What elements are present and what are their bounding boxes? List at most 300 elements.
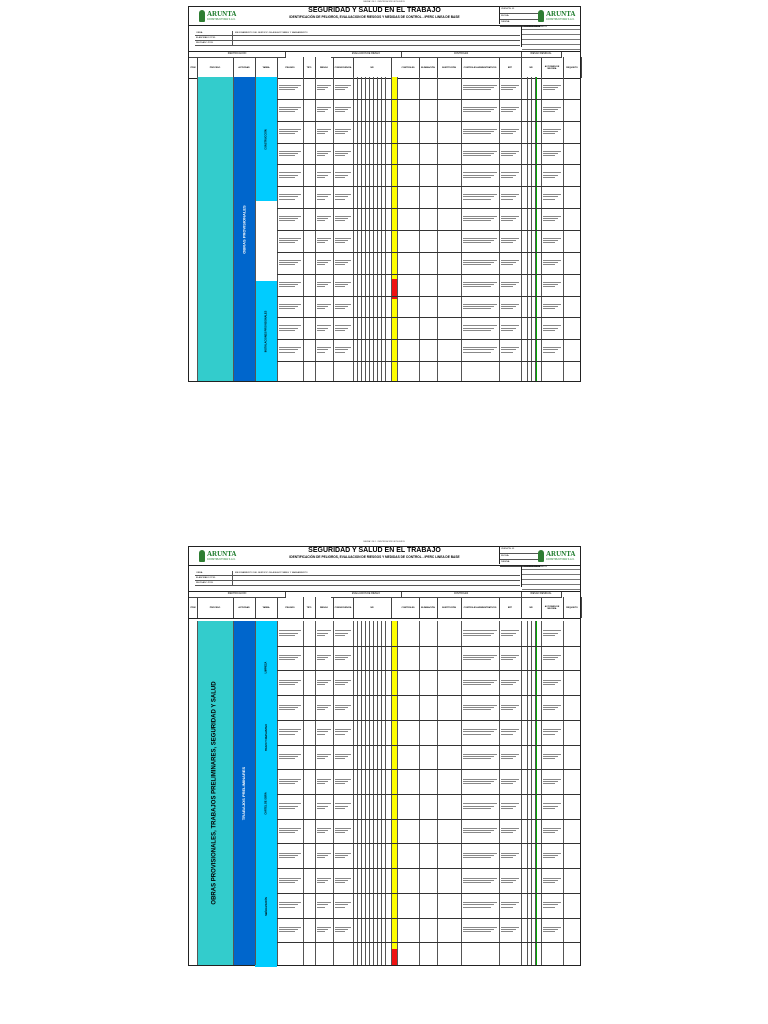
column-divider xyxy=(353,77,354,381)
cell-text-placeholder xyxy=(501,828,519,829)
cell-text-placeholder xyxy=(317,655,331,656)
cell-text-placeholder xyxy=(501,347,519,348)
cell-text-placeholder xyxy=(317,902,331,903)
cell-text-placeholder xyxy=(543,878,561,879)
cell-text-placeholder xyxy=(463,659,491,660)
cell-text-placeholder xyxy=(335,155,345,156)
cell-text-placeholder xyxy=(279,907,295,908)
column-divider xyxy=(255,621,256,965)
cell-text-placeholder xyxy=(317,107,331,108)
cell-text-placeholder xyxy=(279,304,301,305)
cell-text-placeholder xyxy=(501,931,513,932)
column-divider xyxy=(563,621,564,965)
cell-text-placeholder xyxy=(501,260,519,261)
cell-text-placeholder xyxy=(543,240,558,241)
column-divider xyxy=(521,77,522,381)
cell-text-placeholder xyxy=(335,853,351,854)
cell-text-placeholder xyxy=(335,109,348,110)
cell-text-placeholder xyxy=(279,260,301,261)
cell-text-placeholder xyxy=(543,155,555,156)
cell-text-placeholder xyxy=(317,657,328,658)
cell-text-placeholder xyxy=(543,177,555,178)
row-divider xyxy=(277,918,580,919)
cell-text-placeholder xyxy=(279,828,301,829)
column-divider xyxy=(381,77,382,381)
cell-text-placeholder xyxy=(463,107,497,108)
cell-text-placeholder xyxy=(279,308,295,309)
cell-text-placeholder xyxy=(317,705,331,706)
cell-text-placeholder xyxy=(335,352,345,353)
cell-text-placeholder xyxy=(501,199,513,200)
cell-text-placeholder xyxy=(543,87,558,88)
cell-text-placeholder xyxy=(317,853,331,854)
column-header: IDENTIFICACIÓN EVALUACIÓN DE RIESGO CONTROLES RIESGO RESIDUAL ITEM PROCESO ACTIVIDAD TAREA PELIGRO TIPO RIESGO CONSECUENCIA NR CONTROLES ELIMINACIÓN SUSTITUCIÓN CONTROLES ADMINISTRATIVOS EPP NR ACCIONES DE MEJORA REQUISITO xyxy=(189,51,580,79)
cell-text-placeholder xyxy=(501,902,519,903)
cell-text-placeholder xyxy=(501,238,519,239)
cell-text-placeholder xyxy=(543,828,561,829)
cell-text-placeholder xyxy=(501,218,516,219)
cell-text-placeholder xyxy=(335,153,348,154)
cell-text-placeholder xyxy=(501,783,513,784)
cell-text-placeholder xyxy=(279,133,295,134)
cell-text-placeholder xyxy=(543,731,558,732)
cell-text-placeholder xyxy=(317,286,325,287)
cell-text-placeholder xyxy=(279,218,298,219)
cell-text-placeholder xyxy=(279,927,301,928)
cell-text-placeholder xyxy=(543,709,555,710)
info-row: OBRA: MEJORAMIENTO DEL SERVICIO DE AGUA POTABLE Y SANEAMIENTO xyxy=(195,571,520,576)
cell-text-placeholder xyxy=(543,927,561,928)
cell-text-placeholder xyxy=(335,731,348,732)
process-column: OBRAS PROVISIONALES, TRABAJOS PRELIMINARES, SEGURIDAD Y SALUD xyxy=(197,621,233,965)
cell-text-placeholder xyxy=(279,220,295,221)
cell-text-placeholder xyxy=(463,330,491,331)
task-block: LIMPIEZA xyxy=(255,621,277,713)
tree-icon xyxy=(538,550,544,562)
cell-text-placeholder xyxy=(543,264,555,265)
cell-text-placeholder xyxy=(335,177,345,178)
cell-text-placeholder xyxy=(543,633,558,634)
cell-text-placeholder xyxy=(317,349,328,350)
cell-text-placeholder xyxy=(335,904,348,905)
cell-text-placeholder xyxy=(317,177,325,178)
cell-text-placeholder xyxy=(335,330,345,331)
cell-text-placeholder xyxy=(463,630,497,631)
cell-text-placeholder xyxy=(543,216,561,217)
cell-text-placeholder xyxy=(317,680,331,681)
cell-text-placeholder xyxy=(335,347,351,348)
cell-text-placeholder xyxy=(335,655,351,656)
column-divider xyxy=(531,77,532,381)
cell-text-placeholder xyxy=(543,286,555,287)
column-divider xyxy=(333,621,334,965)
cell-text-placeholder xyxy=(543,282,561,283)
cell-text-placeholder xyxy=(335,880,348,881)
table-body xyxy=(189,621,580,965)
cell-text-placeholder xyxy=(317,659,325,660)
cell-text-placeholder xyxy=(501,328,516,329)
cell-text-placeholder xyxy=(279,87,298,88)
cell-text-placeholder xyxy=(501,781,516,782)
cell-text-placeholder xyxy=(463,325,497,326)
row-divider xyxy=(277,296,580,297)
cell-text-placeholder xyxy=(463,707,494,708)
cell-text-placeholder xyxy=(501,262,516,263)
cell-text-placeholder xyxy=(463,194,497,195)
activity-column: TRABAJOS PRELIMINARES xyxy=(233,621,255,965)
cell-text-placeholder xyxy=(335,729,351,730)
table-body xyxy=(189,77,580,381)
cell-text-placeholder xyxy=(279,803,301,804)
cell-text-placeholder xyxy=(463,684,491,685)
cell-text-placeholder xyxy=(317,758,325,759)
cell-text-placeholder xyxy=(463,878,497,879)
row-divider xyxy=(277,942,580,943)
row-divider xyxy=(277,794,580,795)
cell-text-placeholder xyxy=(543,680,561,681)
cell-text-placeholder xyxy=(279,758,295,759)
cell-text-placeholder xyxy=(279,781,298,782)
cell-text-placeholder xyxy=(501,286,513,287)
cell-text-placeholder xyxy=(279,882,295,883)
document-title: SEGURIDAD Y SALUD EN EL TRABAJO xyxy=(308,7,441,14)
column-divider xyxy=(357,621,358,965)
cell-text-placeholder xyxy=(543,832,555,833)
cell-text-placeholder xyxy=(501,155,513,156)
cell-text-placeholder xyxy=(463,929,494,930)
cell-text-placeholder xyxy=(317,89,325,90)
cell-text-placeholder xyxy=(279,853,301,854)
cell-text-placeholder xyxy=(501,808,513,809)
cell-text-placeholder xyxy=(463,308,491,309)
cell-text-placeholder xyxy=(543,635,555,636)
task-block: TRAZO Y REPLANTEO xyxy=(255,713,277,761)
cell-text-placeholder xyxy=(463,731,494,732)
cell-text-placeholder xyxy=(335,907,345,908)
cell-text-placeholder xyxy=(335,781,348,782)
cell-text-placeholder xyxy=(463,153,494,154)
cell-text-placeholder xyxy=(501,758,513,759)
cell-text-placeholder xyxy=(317,756,328,757)
cell-text-placeholder xyxy=(335,199,345,200)
cell-text-placeholder xyxy=(463,853,497,854)
page-note: PÁGINA 1 DE 1 · IDENTIFICACIÓN DE PELIGROS xyxy=(363,541,405,543)
cell-text-placeholder xyxy=(463,240,494,241)
cell-text-placeholder xyxy=(279,709,295,710)
cell-text-placeholder xyxy=(317,754,331,755)
cell-text-placeholder xyxy=(543,657,558,658)
cell-text-placeholder xyxy=(543,882,555,883)
cell-text-placeholder xyxy=(463,151,497,152)
cell-text-placeholder xyxy=(279,328,298,329)
cell-text-placeholder xyxy=(463,806,494,807)
row-divider xyxy=(277,317,580,318)
cell-text-placeholder xyxy=(317,927,331,928)
cell-text-placeholder xyxy=(543,756,558,757)
column-divider xyxy=(527,621,528,965)
cell-text-placeholder xyxy=(463,734,491,735)
cell-text-placeholder xyxy=(317,196,328,197)
cell-text-placeholder xyxy=(317,857,325,858)
column-divider xyxy=(461,621,462,965)
cell-text-placeholder xyxy=(335,242,345,243)
cell-text-placeholder xyxy=(317,308,325,309)
cell-text-placeholder xyxy=(501,220,513,221)
cell-text-placeholder xyxy=(463,904,494,905)
sheet-header xyxy=(189,547,580,566)
cell-text-placeholder xyxy=(463,286,491,287)
cell-text-placeholder xyxy=(317,133,325,134)
cell-text-placeholder xyxy=(317,352,325,353)
cell-text-placeholder xyxy=(317,240,328,241)
cell-text-placeholder xyxy=(279,659,295,660)
cell-text-placeholder xyxy=(463,131,494,132)
cell-text-placeholder xyxy=(335,657,348,658)
cell-text-placeholder xyxy=(543,352,555,353)
cell-text-placeholder xyxy=(335,196,348,197)
cell-text-placeholder xyxy=(543,238,561,239)
cell-text-placeholder xyxy=(463,655,497,656)
cell-text-placeholder xyxy=(463,89,491,90)
cell-text-placeholder xyxy=(463,657,494,658)
cell-text-placeholder xyxy=(335,855,348,856)
cell-text-placeholder xyxy=(279,635,295,636)
task-block xyxy=(255,201,277,281)
cell-text-placeholder xyxy=(317,260,331,261)
cell-text-placeholder xyxy=(335,220,345,221)
cell-text-placeholder xyxy=(463,264,491,265)
cell-text-placeholder xyxy=(279,684,295,685)
document-subtitle: IDENTIFICACIÓN DE PELIGROS, EVALUACION DE RIESGOS Y MEDIDAS DE CONTROL - IPERC LINEA DE BASE xyxy=(289,555,460,559)
cell-text-placeholder xyxy=(317,238,331,239)
cell-text-placeholder xyxy=(543,907,555,908)
cell-text-placeholder xyxy=(279,754,301,755)
cell-text-placeholder xyxy=(317,878,331,879)
cell-text-placeholder xyxy=(317,904,328,905)
info-row: OBRA: MEJORAMIENTO DEL SERVICIO DE AGUA POTABLE Y SANEAMIENTO xyxy=(195,31,520,36)
column-divider xyxy=(373,77,374,381)
cell-text-placeholder xyxy=(543,308,555,309)
column-divider xyxy=(391,77,392,381)
cell-text-placeholder xyxy=(279,286,295,287)
cell-text-placeholder xyxy=(317,325,331,326)
cell-text-placeholder xyxy=(335,240,348,241)
cell-text-placeholder xyxy=(463,282,497,283)
cell-text-placeholder xyxy=(463,783,491,784)
cell-text-placeholder xyxy=(279,216,301,217)
column-divider xyxy=(255,77,256,381)
cell-text-placeholder xyxy=(463,808,491,809)
cell-text-placeholder xyxy=(501,107,519,108)
column-divider xyxy=(397,621,398,965)
column-divider xyxy=(527,77,528,381)
cell-text-placeholder xyxy=(543,262,558,263)
cell-text-placeholder xyxy=(317,109,328,110)
column-divider xyxy=(361,621,362,965)
cell-text-placeholder xyxy=(501,729,519,730)
column-divider xyxy=(397,77,398,381)
cell-text-placeholder xyxy=(501,151,519,152)
column-divider xyxy=(333,77,334,381)
iperc-sheet-1 xyxy=(188,6,581,382)
cell-text-placeholder xyxy=(543,172,561,173)
cell-text-placeholder xyxy=(279,633,298,634)
cell-text-placeholder xyxy=(335,304,351,305)
cell-text-placeholder xyxy=(463,111,491,112)
cell-text-placeholder xyxy=(279,756,298,757)
cell-text-placeholder xyxy=(317,633,328,634)
cell-text-placeholder xyxy=(279,325,301,326)
cell-text-placeholder xyxy=(317,929,328,930)
cell-text-placeholder xyxy=(501,855,516,856)
cell-text-placeholder xyxy=(317,729,331,730)
cell-text-placeholder xyxy=(463,682,494,683)
cell-text-placeholder xyxy=(317,175,328,176)
cell-text-placeholder xyxy=(279,929,298,930)
cell-text-placeholder xyxy=(335,85,351,86)
document-title: SEGURIDAD Y SALUD EN EL TRABAJO xyxy=(308,547,441,554)
cell-text-placeholder xyxy=(279,284,298,285)
cell-text-placeholder xyxy=(279,153,298,154)
cell-text-placeholder xyxy=(335,218,348,219)
row-divider xyxy=(277,893,580,894)
cell-text-placeholder xyxy=(463,155,491,156)
cell-text-placeholder xyxy=(463,828,497,829)
revision-box: CONTROL DE CAMBIOS xyxy=(521,565,580,587)
cell-text-placeholder xyxy=(501,880,516,881)
cell-text-placeholder xyxy=(543,855,558,856)
cell-text-placeholder xyxy=(463,758,491,759)
cell-text-placeholder xyxy=(317,282,331,283)
cell-text-placeholder xyxy=(279,111,295,112)
cell-text-placeholder xyxy=(279,655,301,656)
cell-text-placeholder xyxy=(501,878,519,879)
column-divider xyxy=(535,77,536,381)
cell-text-placeholder xyxy=(543,328,558,329)
cell-text-placeholder xyxy=(463,680,497,681)
task-block: CONSTRUCCIÓN xyxy=(255,77,277,201)
cell-text-placeholder xyxy=(317,155,325,156)
cell-text-placeholder xyxy=(317,806,328,807)
cell-text-placeholder xyxy=(463,199,491,200)
cell-text-placeholder xyxy=(501,352,513,353)
cell-text-placeholder xyxy=(463,352,491,353)
cell-text-placeholder xyxy=(543,684,555,685)
company-logo-right: ARUNTA CONSTRUCTORA S.A.C. xyxy=(538,548,578,563)
cell-text-placeholder xyxy=(317,218,328,219)
cell-text-placeholder xyxy=(543,783,555,784)
cell-text-placeholder xyxy=(463,177,491,178)
cell-text-placeholder xyxy=(279,682,298,683)
cell-text-placeholder xyxy=(463,220,491,221)
cell-text-placeholder xyxy=(543,218,558,219)
cell-text-placeholder xyxy=(501,756,516,757)
cell-text-placeholder xyxy=(335,734,345,735)
column-divider xyxy=(377,77,378,381)
cell-text-placeholder xyxy=(335,325,351,326)
column-divider xyxy=(499,77,500,381)
cell-text-placeholder xyxy=(463,349,494,350)
cell-text-placeholder xyxy=(279,242,295,243)
cell-text-placeholder xyxy=(543,260,561,261)
cell-text-placeholder xyxy=(501,707,516,708)
cell-text-placeholder xyxy=(501,857,513,858)
row-divider xyxy=(277,186,580,187)
cell-text-placeholder xyxy=(335,779,351,780)
info-row: REVISADO POR: xyxy=(195,41,520,46)
cell-text-placeholder xyxy=(501,240,516,241)
cell-text-placeholder xyxy=(335,707,348,708)
cell-text-placeholder xyxy=(279,155,295,156)
cell-text-placeholder xyxy=(279,349,298,350)
task-block: SEÑALIZACIÓN xyxy=(255,845,277,967)
sheet-header xyxy=(189,7,580,26)
cell-text-placeholder xyxy=(463,832,491,833)
cell-text-placeholder xyxy=(501,830,516,831)
cell-text-placeholder xyxy=(543,133,555,134)
meta-box: VERSIÓN: 01 FECHA: PÁGINA: xyxy=(499,7,540,24)
column-divider xyxy=(385,77,386,381)
cell-text-placeholder xyxy=(335,806,348,807)
cell-text-placeholder xyxy=(501,682,516,683)
cell-text-placeholder xyxy=(279,779,301,780)
cell-text-placeholder xyxy=(317,87,328,88)
cell-text-placeholder xyxy=(501,282,519,283)
cell-text-placeholder xyxy=(317,199,325,200)
cell-text-placeholder xyxy=(335,260,351,261)
cell-text-placeholder xyxy=(317,85,331,86)
cell-text-placeholder xyxy=(317,684,325,685)
cell-text-placeholder xyxy=(279,264,295,265)
cell-text-placeholder xyxy=(543,131,558,132)
cell-text-placeholder xyxy=(335,216,351,217)
cell-text-placeholder xyxy=(279,880,298,881)
row-divider xyxy=(277,868,580,869)
cell-text-placeholder xyxy=(317,153,328,154)
cell-text-placeholder xyxy=(543,304,561,305)
cell-text-placeholder xyxy=(543,85,561,86)
cell-text-placeholder xyxy=(501,803,519,804)
cell-text-placeholder xyxy=(543,902,561,903)
cell-text-placeholder xyxy=(501,731,516,732)
column-divider xyxy=(541,77,542,381)
cell-text-placeholder xyxy=(335,107,351,108)
cell-text-placeholder xyxy=(335,129,351,130)
cell-text-placeholder xyxy=(501,779,519,780)
cell-text-placeholder xyxy=(501,655,519,656)
cell-text-placeholder xyxy=(317,803,331,804)
cell-text-placeholder xyxy=(501,131,516,132)
cell-text-placeholder xyxy=(317,682,328,683)
cell-text-placeholder xyxy=(335,882,345,883)
cell-text-placeholder xyxy=(279,109,298,110)
cell-text-placeholder xyxy=(279,89,295,90)
cell-text-placeholder xyxy=(279,129,301,130)
cell-text-placeholder xyxy=(463,633,494,634)
tree-icon xyxy=(199,550,205,562)
row-divider xyxy=(277,843,580,844)
cell-text-placeholder xyxy=(335,783,345,784)
cell-text-placeholder xyxy=(501,927,519,928)
cell-text-placeholder xyxy=(317,306,328,307)
cell-text-placeholder xyxy=(317,284,328,285)
cell-text-placeholder xyxy=(543,659,555,660)
cell-text-placeholder xyxy=(501,264,513,265)
column-divider xyxy=(419,621,420,965)
cell-text-placeholder xyxy=(543,107,561,108)
cell-text-placeholder xyxy=(463,218,494,219)
cell-text-placeholder xyxy=(501,89,513,90)
